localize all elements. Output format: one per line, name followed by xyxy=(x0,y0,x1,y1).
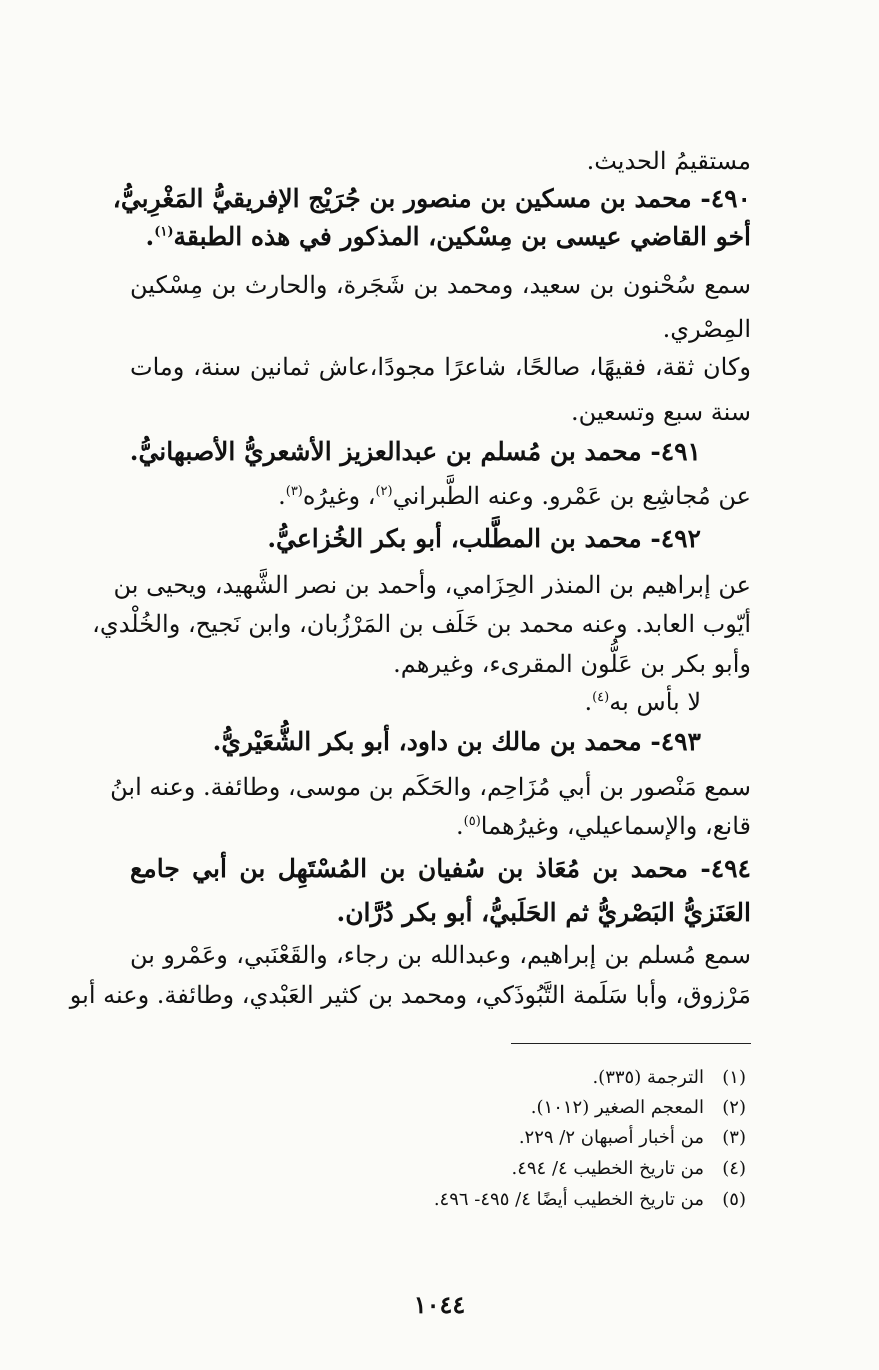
text-line: سمع سُحْنون بن سعيد، ومحمد بن شَجَرة، والحارث بن مِسْكين xyxy=(130,271,751,299)
entry-491-heading: ٤٩١- محمد بن مُسلم بن عبدالعزيز الأشعريُّ الأصبهانيُّ. xyxy=(129,437,701,466)
page-number: ١٠٤٤ xyxy=(413,1290,466,1319)
footnote-5: (٥)من تاريخ الخطيب أيضًا ٤/ ٤٩٥- ٤٩٦. xyxy=(433,1189,746,1210)
text-line: وكان ثقة، فقيهًا، صالحًا، شاعرًا مجودًا،عاش ثمانين سنة، ومات xyxy=(130,353,751,381)
footnote-2: (٢)المعجم الصغير (١٠١٢). xyxy=(530,1097,746,1118)
text-line: سمع مَنْصور بن أبي مُزَاحِم، والحَكَم بن موسى، وطائفة. وعنه ابنُ xyxy=(110,773,751,801)
footnote-ref: (٤) xyxy=(592,690,610,705)
text-line: عن مُجاشِع بن عَمْرو. وعنه الطَّبراني$^{(٢)}$، وغيرُه$^{(٣)}$. xyxy=(278,482,751,510)
text-line: لا بأس به$^{(٤)}$. xyxy=(584,688,701,716)
entry-492-heading: ٤٩٢- محمد بن المطَّلب، أبو بكر الخُزاعيُّ. xyxy=(267,524,701,553)
text-line: المِصْري. xyxy=(662,315,751,343)
text-line: مَرْزوق، وأبا سَلَمة التَّبُوذَكي، ومحمد بن كثير العَبْدي، وطائفة. وعنه أبو xyxy=(69,981,751,1009)
footnote-divider xyxy=(511,1043,751,1044)
text-line: سمع مُسلم بن إبراهيم، وعبدالله بن رجاء، والقَعْنَبي، وعَمْرو بن xyxy=(130,941,751,969)
footnote-ref: (٢) xyxy=(375,484,393,499)
entry-494-line-2: العَنَزيُّ البَصْريُّ ثم الحَلَبيُّ، أبو بكر دُرَّان. xyxy=(336,898,751,927)
entry-493-heading: ٤٩٣- محمد بن مالك بن داود، أبو بكر الشُّعَيْريُّ. xyxy=(212,727,701,756)
footnote-1: (١)الترجمة (٣٣٥). xyxy=(592,1067,746,1088)
footnote-4: (٤)من تاريخ الخطيب ٤/ ٤٩٤. xyxy=(511,1158,746,1179)
footnote-ref: (١) xyxy=(154,224,174,240)
entry-494-heading xyxy=(130,850,751,932)
text-line: أيّوب العابد. وعنه محمد بن خَلَف بن المَرْزُبان، وابن نَجيح، والخُلْدي، xyxy=(92,610,751,638)
footnote-3: (٣)من أخبار أصبهان ٢/ ٢٢٩. xyxy=(518,1127,746,1148)
footnote-ref: (٣) xyxy=(285,484,303,499)
text-line: مستقيمُ الحديث. xyxy=(586,147,751,175)
entry-490-line-1: ٤٩٠- محمد بن مسكين بن منصور بن جُرَيْج الإفريقيُّ المَغْرِبيُّ، xyxy=(112,184,751,213)
text-line: وأبو بكر بن عَلُّون المقرىء، وغيرهم. xyxy=(393,650,751,678)
entry-490-line-2: أخو القاضي عيسى بن مِسْكين، المذكور في هذه الطبقة$^{(١)}$. xyxy=(145,222,751,251)
text-line: قانع، والإسماعيلي، وغيرُهما$^{(٥)}$. xyxy=(456,812,751,840)
text-line: عن إبراهيم بن المنذر الحِزَامي، وأحمد بن نصر الشَّهيد، ويحيى بن xyxy=(113,571,751,599)
footnote-ref: (٥) xyxy=(463,814,481,829)
entry-494-line-1: ٤٩٤- محمد بن مُعَاذ بن سُفيان بن المُسْتَهِل بن أبي جامع xyxy=(130,854,751,883)
text-line: سنة سبع وتسعين. xyxy=(571,398,751,426)
entry-490-heading xyxy=(112,180,751,256)
